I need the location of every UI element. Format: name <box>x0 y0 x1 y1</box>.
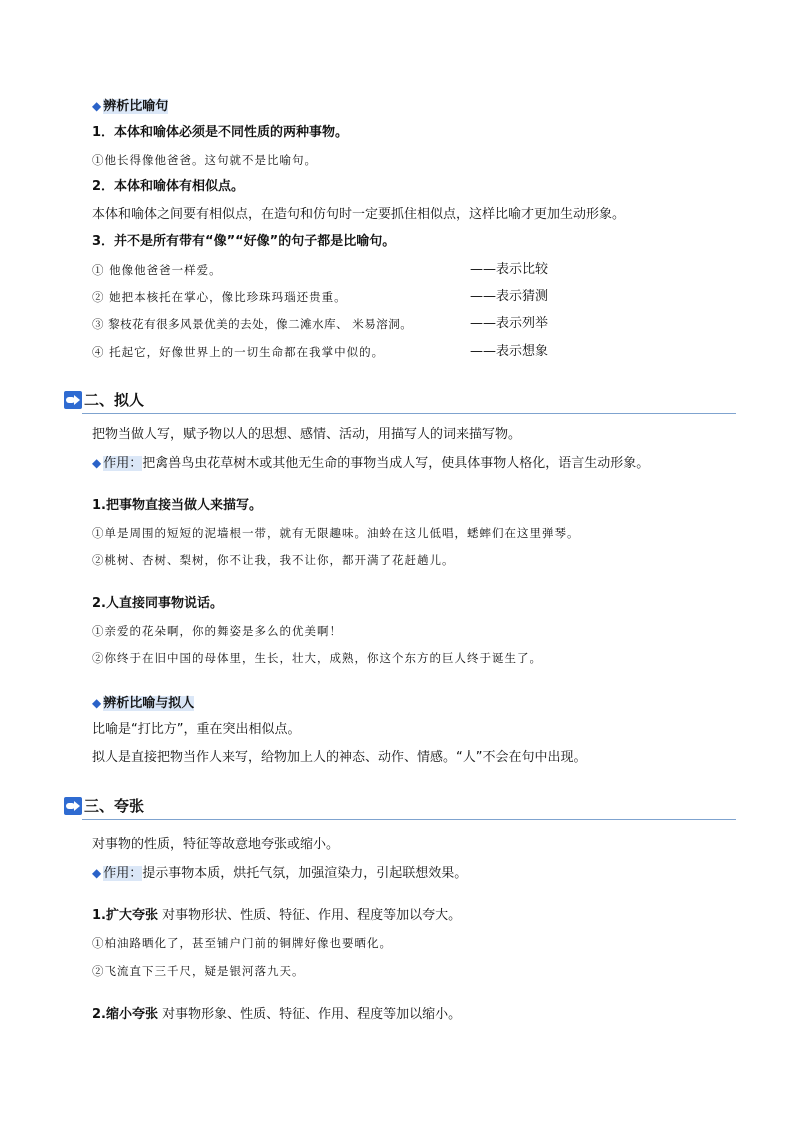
hyperbole-sub1-title: 1.扩大夸张 <box>92 908 158 923</box>
simile-example-2-note: ——表示猜测 <box>470 289 549 304</box>
simile-rule-1-example: ①他长得像他爸爸。这句就不是比喻句。 <box>92 153 317 167</box>
compare-line-2: 拟人是直接把物当作人来写，给物加上人的神态、动作、情感。“人”不会在句中出现。 <box>92 750 587 765</box>
simile-example-1-note: ——表示比较 <box>470 262 549 277</box>
hyperbole-effect: ◆ 作用：提示事物本质，烘托气氛，加强渲染力，引起联想效果。 <box>92 866 468 881</box>
simile-heading: ◆ 辨析比喻句 <box>92 99 169 114</box>
simile-rule-1: 1．本体和喻体必须是不同性质的两种事物。 <box>92 125 349 140</box>
personification-section-header <box>64 389 736 411</box>
personification-sub1-example-1: ①单是周围的短短的泥墙根一带，就有无限趣味。油蛉在这儿低唱，蟋蟀们在这里弹琴。 <box>92 526 580 540</box>
hyperbole-sub2 <box>92 1006 461 1024</box>
simile-rule-2: 2．本体和喻体有相似点。 <box>92 179 245 194</box>
compare-heading: ◆ 辨析比喻与拟人 <box>92 696 195 711</box>
personification-sub1-title: 1.把事物直接当做人来描写。 <box>92 498 262 513</box>
personification-sub2-title: 2.人直接同事物说话。 <box>92 596 223 611</box>
section-arrow-icon <box>64 391 82 409</box>
compare-line-1: 比喻是“打比方”，重在突出相似点。 <box>92 722 301 737</box>
simile-example-4-note: ——表示想象 <box>470 344 549 359</box>
diamond-bullet-icon: ◆ <box>92 456 102 470</box>
diamond-bullet-icon: ◆ <box>92 696 102 710</box>
hyperbole-sub1 <box>92 907 461 925</box>
hyperbole-definition: 对事物的性质，特征等故意地夸张或缩小。 <box>92 837 340 852</box>
personification-effect: ◆ 作用：把禽兽鸟虫花草树木或其他无生命的事物当成人写，使具体事物人格化，语言生动形象。 <box>92 456 650 471</box>
diamond-bullet-icon: ◆ <box>92 99 102 113</box>
hyperbole-sub2-desc: 对事物形象、性质、特征、作用、程度等加以缩小。 <box>157 1007 462 1022</box>
hyperbole-title: 三、夸张 <box>84 797 145 815</box>
hyperbole-sub1-example-2: ②飞流直下三千尺，疑是银河落九天。 <box>92 964 305 978</box>
simile-rule-3: 3．并不是所有带有“像”“好像”的句子都是比喻句。 <box>92 234 396 249</box>
personification-sub1-example-2: ②桃树、杏树、梨树，你不让我，我不让你，都开满了花赶趟儿。 <box>92 553 455 567</box>
simile-example-2: ② 她把本核托在掌心，像比珍珠玛瑙还贵重。 <box>92 290 347 304</box>
simile-example-3: ③ 黎枝花有很多风景优美的去处，像二滩水库、 米易溶洞。 <box>92 317 413 331</box>
personification-title: 二、拟人 <box>84 391 145 409</box>
personification-definition: 把物当做人写，赋予物以人的思想、感情、活动，用描写人的词来描写物。 <box>92 427 522 442</box>
diamond-bullet-icon: ◆ <box>92 866 102 880</box>
personification-sub2-example-1: ①亲爱的花朵啊，你的舞姿是多么的优美啊！ <box>92 624 342 638</box>
simile-rule-2-text: 本体和喻体之间要有相似点，在造句和仿句时一定要抓住相似点，这样比喻才更加生动形象。 <box>92 207 626 222</box>
section-divider <box>82 819 736 820</box>
section-divider <box>82 413 736 414</box>
simile-example-4: ④ 托起它，好像世界上的一切生命都在我掌中似的。 <box>92 345 385 359</box>
simile-example-3-note: ——表示列举 <box>470 316 549 331</box>
hyperbole-sub2-title: 2.缩小夸张 <box>92 1007 158 1022</box>
personification-sub2-example-2: ②你终于在旧中国的母体里，生长，壮大，成熟，你这个东方的巨人终于诞生了。 <box>92 651 542 665</box>
simile-example-1: ① 他像他爸爸一样爱。 <box>92 263 222 277</box>
section-arrow-icon <box>64 797 82 815</box>
hyperbole-sub1-example-1: ①柏油路晒化了，甚至铺户门前的铜牌好像也要晒化。 <box>92 936 392 950</box>
hyperbole-section-header <box>64 795 736 817</box>
hyperbole-sub1-desc: 对事物形状、性质、特征、作用、程度等加以夸大。 <box>157 908 462 923</box>
